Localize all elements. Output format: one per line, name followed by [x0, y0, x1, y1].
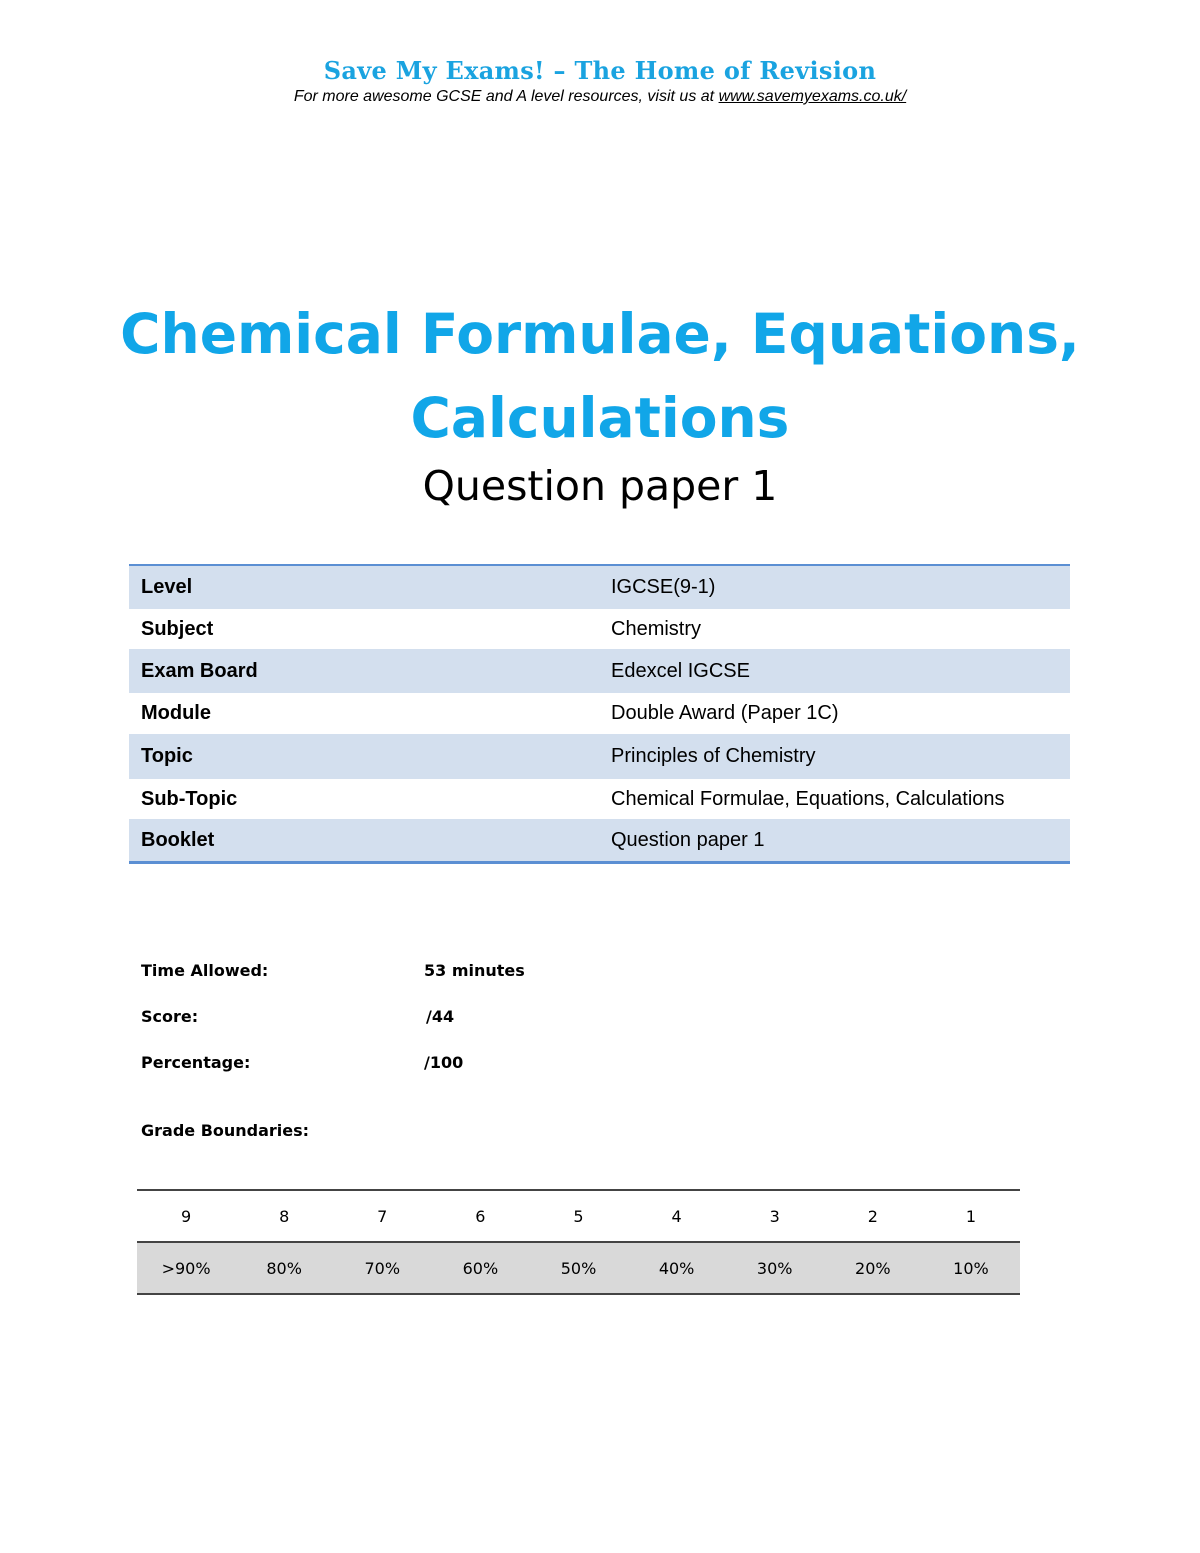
info-row-module — [129, 693, 1070, 734]
info-label: Subject — [141, 617, 214, 640]
info-value: Question paper 1 — [611, 828, 765, 851]
grade-label: 8 — [279, 1206, 290, 1226]
info-value: Edexcel IGCSE — [611, 659, 750, 682]
info-value: Chemistry — [611, 617, 702, 640]
grade-label: 3 — [769, 1206, 780, 1226]
grade-percentage: 60% — [462, 1258, 499, 1278]
percentage-label: Percentage: — [141, 1053, 251, 1072]
info-row-booklet — [129, 819, 1070, 861]
percentage — [141, 1053, 464, 1072]
document-title — [0, 292, 1200, 460]
document-title-line-2: Calculations — [410, 386, 790, 450]
site-link[interactable]: www.savemyexams.co.uk/ — [718, 88, 907, 105]
grade-labels-row — [137, 1191, 1020, 1241]
info-label: Topic — [141, 745, 193, 767]
subtitle-text: For more awesome GCSE and A level resources, visit us at — [293, 88, 719, 105]
time-allowed-value: 53 minutes — [424, 961, 525, 980]
info-label: Booklet — [141, 828, 215, 851]
info-value: Principles of Chemistry — [611, 745, 816, 767]
info-row-level — [129, 566, 1070, 609]
time-allowed-label: Time Allowed: — [141, 961, 269, 980]
score — [141, 1007, 455, 1026]
grade-percentage: 20% — [855, 1258, 891, 1278]
question-paper-heading: Question paper 1 — [422, 462, 778, 510]
grade-percentage: 40% — [658, 1258, 695, 1278]
grade-percentage: >90% — [161, 1258, 211, 1278]
score-value: /44 — [426, 1007, 455, 1026]
grade-label: 4 — [671, 1206, 682, 1226]
info-value: Double Award (Paper 1C) — [611, 702, 839, 724]
info-row-sub-topic — [129, 779, 1070, 819]
grade-percentage: 10% — [953, 1258, 989, 1278]
grade-label: 9 — [180, 1206, 192, 1226]
time-allowed — [141, 961, 525, 980]
document-title-line-1: Chemical Formulae, Equations, — [120, 302, 1080, 366]
grade-boundaries-label: Grade Boundaries: — [141, 1121, 310, 1140]
percentage-value: /100 — [424, 1053, 464, 1072]
grade-label: 1 — [965, 1206, 977, 1226]
grade-label: 7 — [377, 1206, 388, 1226]
info-row-topic — [129, 734, 1070, 779]
info-label: Level — [141, 576, 193, 598]
grade-percentage: 80% — [266, 1258, 302, 1278]
info-table — [129, 564, 1070, 864]
site-header-title: Save My Exams! – The Home of Revision — [323, 56, 877, 85]
info-value: Chemical Formulae, Equations, Calculations — [611, 787, 1005, 810]
info-label: Sub-Topic — [141, 787, 238, 810]
info-label: Module — [141, 702, 211, 724]
grade-label: 5 — [573, 1206, 584, 1226]
info-label: Exam Board — [141, 659, 258, 682]
grade-percentage: 70% — [364, 1258, 401, 1278]
grade-label: 6 — [475, 1206, 486, 1226]
info-value: IGCSE(9-1) — [611, 576, 716, 598]
site-header-subtitle — [0, 88, 1200, 106]
grade-percentage: 30% — [756, 1258, 793, 1278]
score-label: Score: — [141, 1007, 199, 1026]
grade-percentages-row — [137, 1241, 1020, 1293]
grade-label: 2 — [867, 1206, 878, 1226]
info-row-exam-board — [129, 649, 1070, 693]
grade-percentage: 50% — [560, 1258, 597, 1278]
info-row-subject — [129, 609, 1070, 649]
grade-boundaries-table — [137, 1189, 1020, 1295]
